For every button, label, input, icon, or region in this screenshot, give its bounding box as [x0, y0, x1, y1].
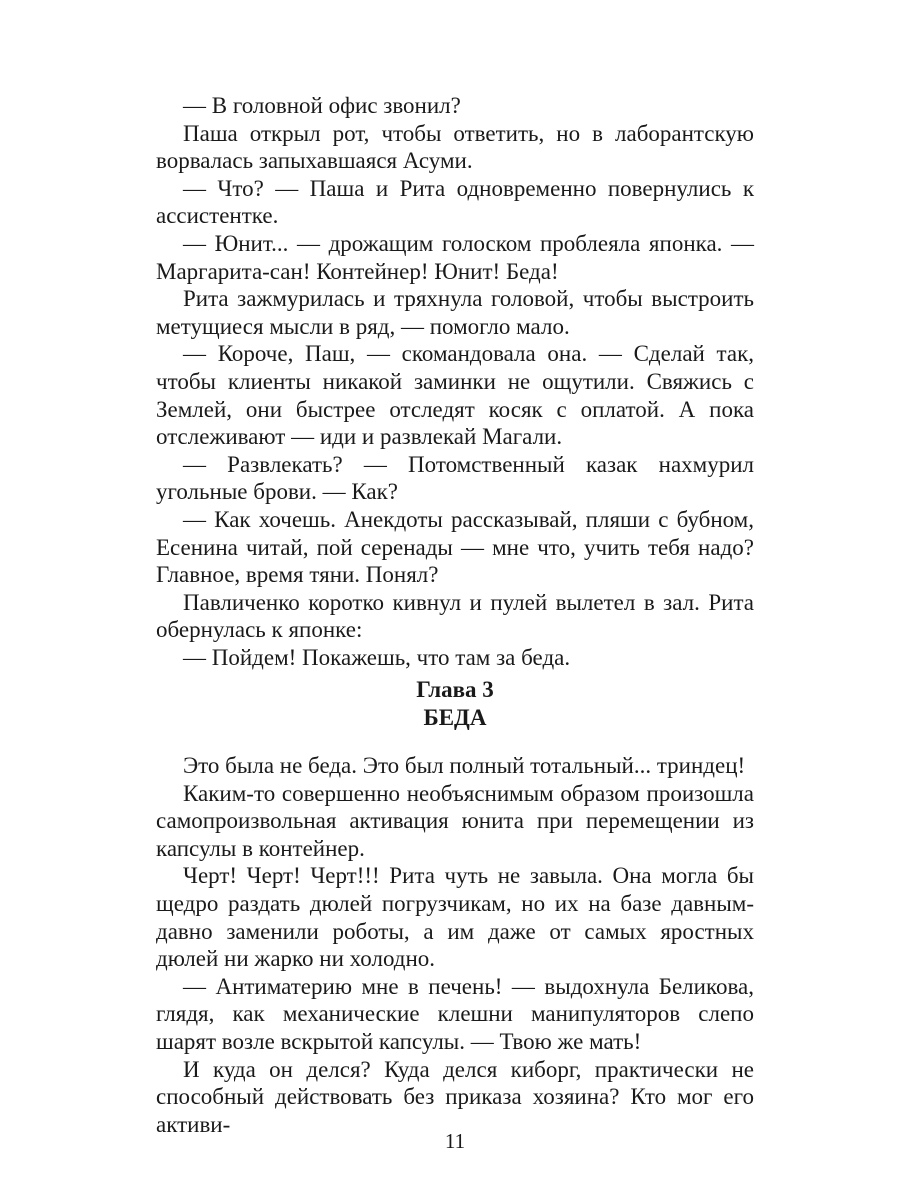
page-number: 11: [444, 1129, 466, 1153]
paragraph: Черт! Черт! Черт!!! Рита чуть не завыла. Она могла бы щедро раздать дюлей погрузчикам, но их на базе давным-давно заменили роботы, а им даже от самых яростных дюлей ни жарко ни холодно.: [156, 863, 754, 972]
paragraph: — Развлекать? — Потомственный казак нахмурил угольные брови. — Как?: [156, 451, 754, 505]
chapter-heading: [156, 676, 754, 732]
paragraph: — Юнит... — дрожащим голоском проблеяла японка. — Маргарита-сан! Контейнер! Юнит! Беда!: [156, 230, 754, 284]
text-block-top: [156, 92, 754, 671]
chapter-number: Глава 3: [416, 677, 494, 702]
paragraph: Павличенко коротко кивнул и пулей вылетел в зал. Рита обернулась к японке:: [156, 589, 754, 643]
chapter-title: БЕДА: [423, 705, 487, 730]
paragraph: Рита зажмурилась и тряхнула головой, чтобы выстроить метущиеся мысли в ряд, — помогло мало.: [156, 286, 754, 339]
paragraph: Паша открыл рот, чтобы ответить, но в лаборантскую ворвалась запыхавшаяся Асуми.: [156, 120, 754, 174]
paragraph: Это была не беда. Это был полный тотальный... триндец!: [183, 753, 746, 778]
paragraph: — В головной офис звонил?: [183, 93, 461, 118]
text-block-bottom: [156, 752, 754, 1138]
paragraph: — Как хочешь. Анекдоты рассказывай, пляши с бубном, Есенина читай, пой серенады — мне что, учить тебя надо? Главное, время тяни. Понял?: [156, 506, 754, 588]
paragraph: — Пойдем! Покажешь, что там за беда.: [183, 644, 571, 670]
paragraph: — Антиматерию мне в печень! — выдохнула Беликова, глядя, как механические клешни манипуляторов слепо шарят возле вскрытой капсулы. — Твою же мать!: [156, 973, 754, 1054]
paragraph: — Что? — Паша и Рита одновременно повернулись к ассистентке.: [156, 175, 754, 229]
paragraph: — Короче, Паш, — скомандовала она. — Сделай так, чтобы клиенты никакой заминки не ощутили. Свяжись с Землей, они быстрее отследят косяк с оплатой. А пока отслеживают — иди и развлекай Магали.: [156, 341, 754, 450]
paragraph: Каким-то совершенно необъяснимым образом произошла самопроизвольная активация юнита при перемещении из капсулы в контейнер.: [156, 780, 754, 861]
paragraph: И куда он делся? Куда делся киборг, практически не способный действовать без приказа хозяина? Кто мог его активи-: [156, 1056, 754, 1137]
